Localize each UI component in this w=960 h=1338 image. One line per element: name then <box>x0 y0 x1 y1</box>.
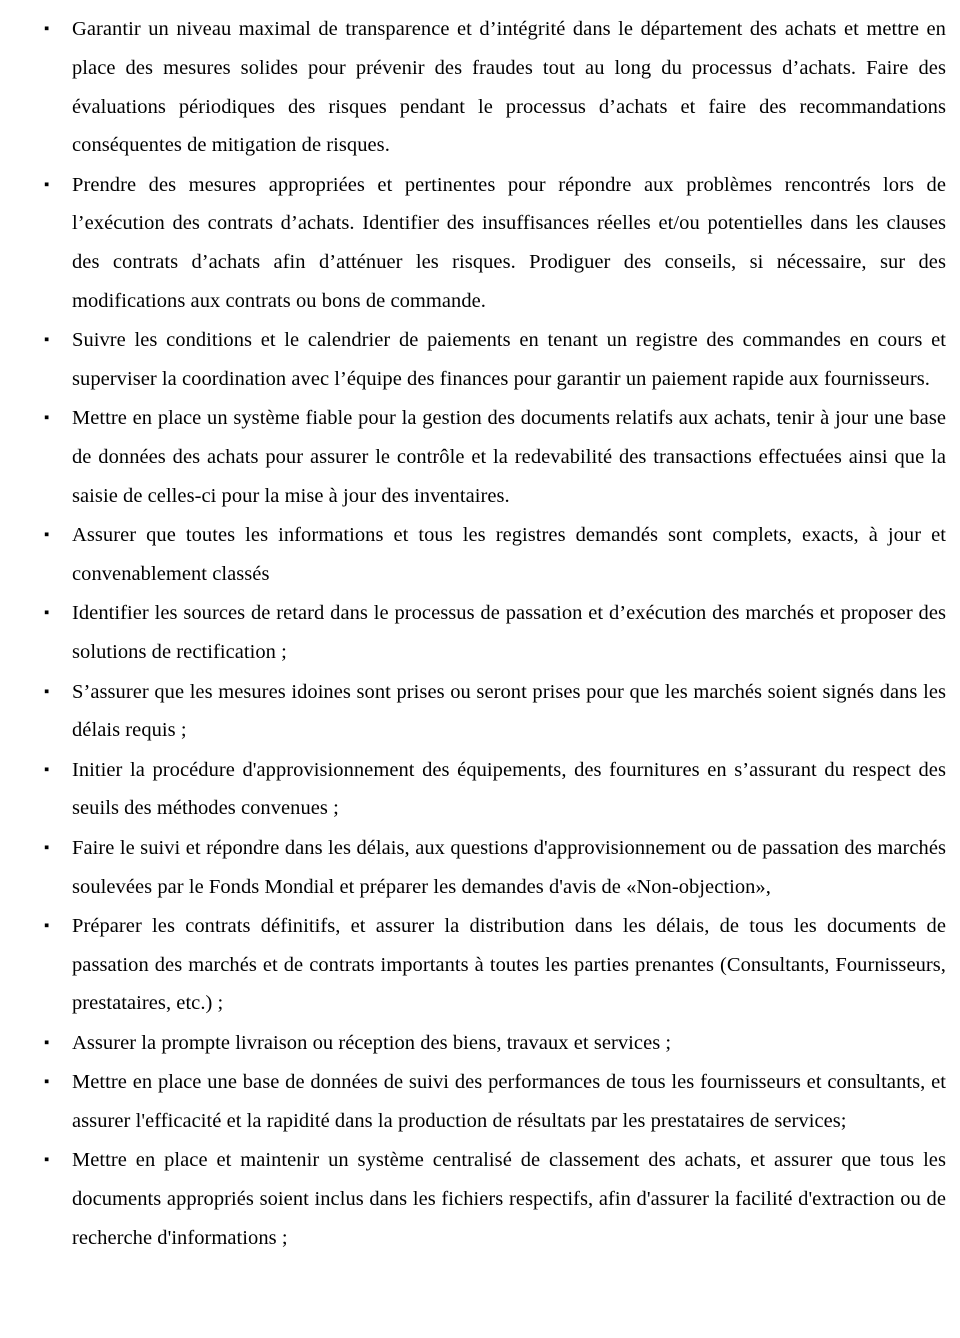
bullet-marker-icon <box>44 751 54 790</box>
list-item <box>40 673 946 751</box>
bullet-marker-icon <box>44 829 54 868</box>
bullet-marker-icon <box>44 321 54 360</box>
bullet-marker-icon <box>44 516 54 555</box>
bullet-marker-icon <box>44 673 54 712</box>
list-item <box>40 1024 946 1063</box>
list-item-text: Initier la procédure d'approvisionnement des équipements, des fournitures en s’assurant du respect des seuils des méthodes convenues ; <box>72 758 946 820</box>
list-item <box>40 1063 946 1141</box>
list-item-text: Assurer que toutes les informations et tous les registres demandés sont complets, exacts, à jour et convenablement classés <box>72 524 946 586</box>
list-item-text: Mettre en place une base de données de suivi des performances de tous les fournisseurs et consultants, et assurer l'efficacité et la rapidité dans la production de résultats par les prestataires de services; <box>72 1071 946 1132</box>
responsibilities-bullet-list <box>40 10 946 1258</box>
list-item <box>40 751 946 829</box>
list-item <box>40 516 946 594</box>
bullet-marker-icon <box>44 1063 54 1102</box>
list-item <box>40 10 946 165</box>
list-item-text: Suivre les conditions et le calendrier de paiements en tenant un registre des commandes en cours et superviser la coordination avec l’équipe des finances pour garantir un paiement rapide aux fournisseurs. <box>72 329 946 391</box>
list-item-text: Préparer les contrats définitifs, et assurer la distribution dans les délais, de tous les documents de passation des marchés et de contrats importants à toutes les parties prenantes (Consultants, Fournisseurs, prestataires, etc.) ; <box>72 914 946 1015</box>
list-item-text: Mettre en place un système fiable pour la gestion des documents relatifs aux achats, tenir à jour une base de données des achats pour assurer le contrôle et la redevabilité des transactions effectuées ainsi que la saisie de celles-ci pour la mise à jour des inventaires. <box>72 407 946 508</box>
bullet-marker-icon <box>44 399 54 438</box>
bullet-marker-icon <box>44 907 54 946</box>
list-item <box>40 907 946 1023</box>
bullet-marker-icon <box>44 10 54 49</box>
list-item-text: Identifier les sources de retard dans le processus de passation et d’exécution des marchés et proposer des solutions de rectification ; <box>72 602 946 664</box>
list-item-text: S’assurer que les mesures idoines sont prises ou seront prises pour que les marchés soient signés dans les délais requis ; <box>72 680 946 742</box>
list-item-text: Faire le suivi et répondre dans les délais, aux questions d'approvisionnement ou de passation des marchés soulevées par le Fonds Mondial et préparer les demandes d'avis de «Non-objection», <box>72 836 946 898</box>
bullet-marker-icon <box>44 1141 54 1180</box>
bullet-marker-icon <box>44 1024 54 1063</box>
list-item <box>40 321 946 399</box>
list-item <box>40 829 946 907</box>
list-item <box>40 399 946 515</box>
list-item-text: Mettre en place et maintenir un système centralisé de classement des achats, et assurer que tous les documents appropriés soient inclus dans les fichiers respectifs, afin d'assurer la facilité d'extraction ou de recherche d'informations ; <box>72 1149 946 1249</box>
bullet-marker-icon <box>44 166 54 205</box>
list-item-text: Garantir un niveau maximal de transparence et d’intégrité dans le département des achats et mettre en place des mesures solides pour prévenir des fraudes tout au long du processus d’achats. Faire des évaluations périodiques des risques pendant le processus d’achats et faire des recommandations conséquentes de mitigation de risques. <box>72 18 946 157</box>
list-item-text: Prendre des mesures appropriées et pertinentes pour répondre aux problèmes rencontrés lors de l’exécution des contrats d’achats. Identifier des insuffisances réelles et/ou potentielles dans les clauses des contrats d’achats afin d’atténuer les risques. Prodiguer des conseils, si nécessaire, sur des modifications aux contrats ou bons de commande. <box>72 173 946 313</box>
list-item-text: Assurer la prompte livraison ou réception des biens, travaux et services ; <box>72 1031 672 1054</box>
list-item <box>40 594 946 672</box>
list-item <box>40 1141 946 1257</box>
list-item <box>40 166 946 321</box>
bullet-marker-icon <box>44 594 54 633</box>
